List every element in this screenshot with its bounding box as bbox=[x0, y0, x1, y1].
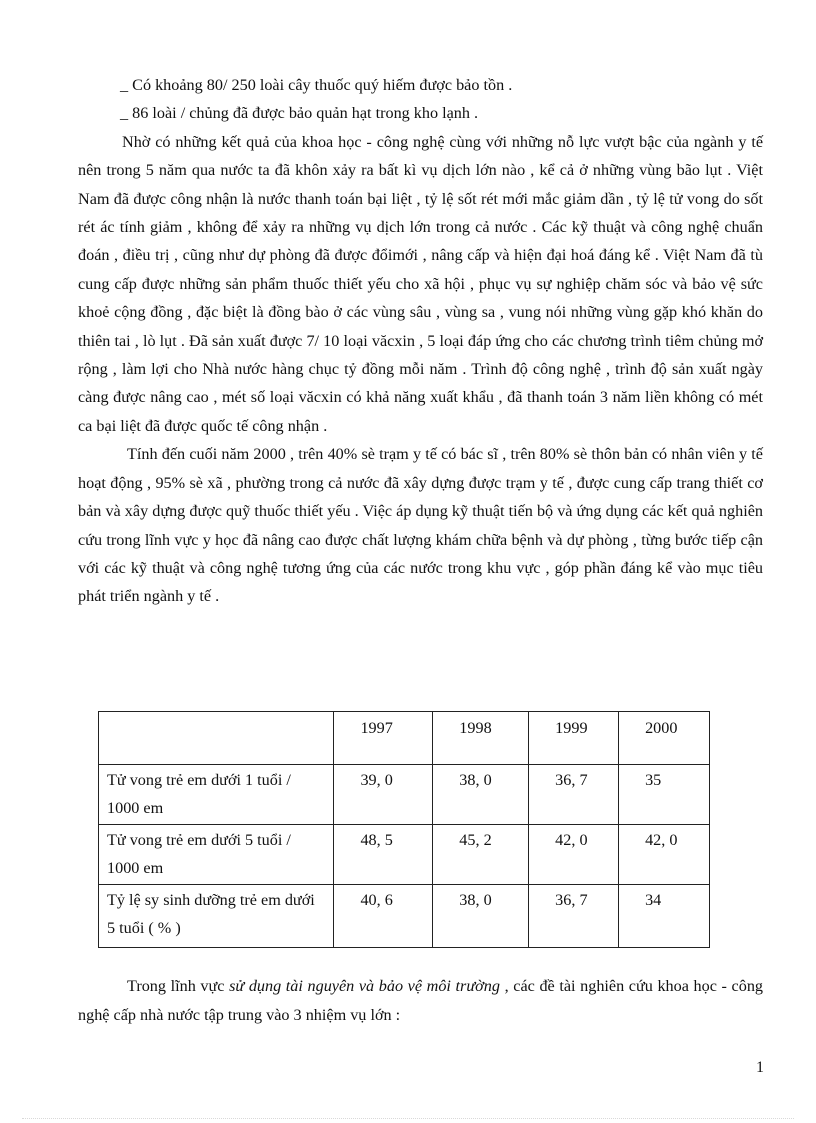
page-number: 1 bbox=[756, 1059, 764, 1076]
table-row bbox=[99, 765, 710, 825]
row-label: Tử vong trẻ em dưới 1 tuổi / 1000 em bbox=[99, 765, 334, 825]
paragraph-environment bbox=[78, 972, 763, 1030]
environment-emphasis-text: sử dụng tài nguyên và bảo vệ môi trường bbox=[229, 977, 500, 995]
row-label: Tử vong trẻ em dưới 5 tuổi / 1000 em bbox=[99, 825, 334, 885]
table-cell: 38, 0 bbox=[433, 765, 529, 825]
environment-lead-text: Trong lĩnh vực bbox=[127, 977, 230, 995]
year-header: 1998 bbox=[433, 712, 529, 765]
table-cell: 36, 7 bbox=[529, 765, 619, 825]
bullet-seed-storage: _ 86 loài / chủng đã được bảo quản hạt trong kho lạnh . bbox=[120, 104, 479, 123]
table-cell: 39, 0 bbox=[334, 765, 433, 825]
paragraph-health-stations: Tính đến cuối năm 2000 , trên 40% sè trạm y tế có bác sĩ , trên 80% sè thôn bản có nhân viên y tế hoạt động , 95% sè xã , phường trong cả nước đã xây dựng được trạm y tế , được cung cấp trang thiết cơ bản và xây dựng được quỹ thuốc thiết yếu . Việc áp dụng kỹ thuật tiến bộ và ứng dụng các kết quả nghiên cứu trong lĩnh vực y học đã nâng cao được chất lượng khám chữa bệnh và dự phòng , từng bước tiếp cận với các kỹ thuật và công nghệ tương ứng của các nước trong khu vực , góp phần đáng kể vào mục tiêu phát triển ngành y tế . bbox=[78, 445, 763, 606]
body-text bbox=[78, 71, 763, 611]
table-cell: 34 bbox=[619, 885, 710, 948]
table-cell: 40, 6 bbox=[334, 885, 433, 948]
table-cell: 42, 0 bbox=[619, 825, 710, 885]
year-header: 1999 bbox=[529, 712, 619, 765]
table-row bbox=[99, 885, 710, 948]
table-cell: 45, 2 bbox=[433, 825, 529, 885]
year-header: 1997 bbox=[334, 712, 433, 765]
bullet-medicinal-plants: _ Có khoảng 80/ 250 loài cây thuốc quý hiếm được bảo tồn . bbox=[120, 76, 513, 94]
health-statistics-table bbox=[98, 711, 710, 948]
table-header-row bbox=[99, 712, 710, 765]
table-cell: 35 bbox=[619, 765, 710, 825]
table-cell: 38, 0 bbox=[433, 885, 529, 948]
paragraph-health-achievements: Nhờ có những kết quả của khoa học - công nghệ cùng với những nỗ lực vượt bậc của ngành y tế nên trong 5 năm qua nước ta đã khôn xảy ra bất kì vụ dịch lớn nào , kể cả ở những vùng bão lụt . Việt Nam đã được công nhận là nước thanh toán bại liệt , tỷ lệ sốt rét mới mắc giảm dần , tỷ lệ tử vong do sốt rét ác tính giảm , không để xảy ra những vụ dịch lớn trong cả nước . Các kỹ thuật và công nghệ chuẩn đoán , điều trị , cũng như dự phòng đã được đổimới , nâng cấp và hiện đại hoá đáng kể . Việt Nam đã tù cung cấp được những sản phẩm thuốc thiết yếu cho xã hội , phục vụ sự nghiệp chăm sóc và bảo vệ sức khoẻ cộng đồng , đặc biệt là đồng bào ở các vùng sâu , vùng sa , vung nói những vùng gặp khó khăn do thiên tai , lò lụt . Đã sản xuất được 7/ 10 loại văcxin , 5 loại đáp ứng cho các chương trình tiêm chủng mở rộng , làm lợi cho Nhà nước hàng chục tỷ đồng mỗi năm . Trình độ công nghệ , trình độ sản xuất ngày càng được nâng cao , mét số loại văcxin có khả năng xuất khẩu , đã thanh toán 3 năm liền không có mét ca bại liệt đã được quốc tế công nhận . bbox=[78, 132, 763, 435]
row-label: Tỷ lệ sy sinh dưỡng trẻ em dưới 5 tuổi ( % ) bbox=[99, 885, 334, 948]
table-cell: 36, 7 bbox=[529, 885, 619, 948]
table-row bbox=[99, 825, 710, 885]
environment-tail-text: , các đề tài nghiên cứu khoa học - công nghệ cấp nhà nước tập trung vào 3 nhiệm vụ lớn : bbox=[78, 977, 764, 1024]
table-cell: 48, 5 bbox=[334, 825, 433, 885]
table-cell: 42, 0 bbox=[529, 825, 619, 885]
table-corner-cell bbox=[99, 712, 334, 765]
footer-divider bbox=[22, 1118, 794, 1119]
year-header: 2000 bbox=[619, 712, 710, 765]
